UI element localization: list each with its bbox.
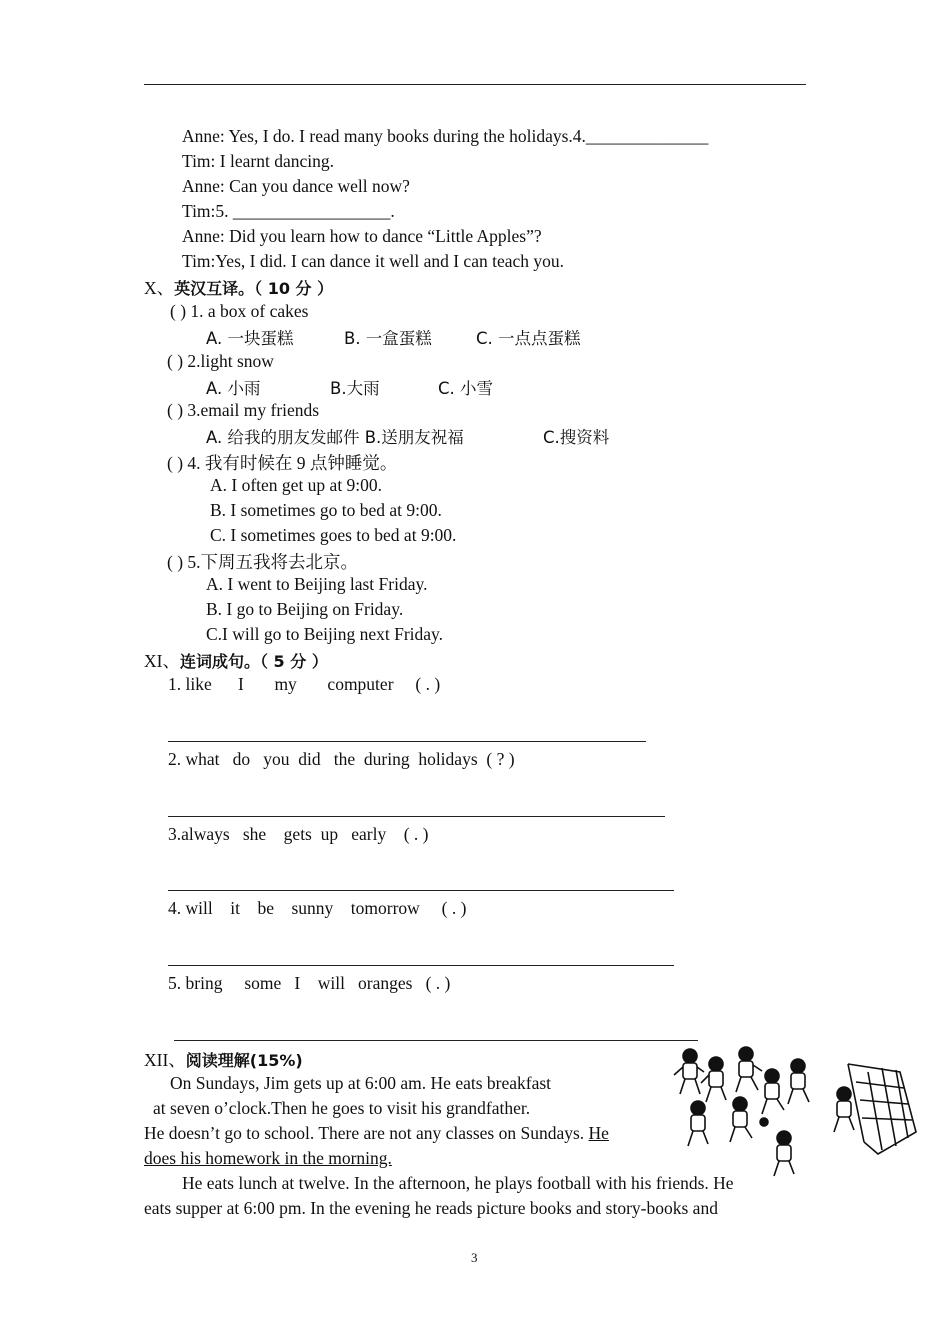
reading-text: eats supper at 6:00 pm. In the evening he reads picture books and story-books and [144, 1198, 718, 1218]
underlined-sentence: He [588, 1123, 609, 1143]
reading-text: On Sundays, Jim gets up at 6:00 am. He eats breakfast [170, 1073, 552, 1093]
question-stem-text: ( ) 4. 我有时候在 9 点钟睡觉。 [167, 453, 398, 473]
dialogue-line: Tim:Yes, I did. I can dance it well and I can teach you. [182, 251, 565, 271]
question-stem: ( ) 1. a box of cakes [170, 301, 309, 321]
section-12-heading [144, 1047, 303, 1072]
option-c: C. 小雪 [438, 379, 494, 398]
reading-text: at seven o’clock.Then he goes to visit his grandfather. [153, 1098, 531, 1118]
word-order-item: 4. will it be sunny tomorrow ( . ) [168, 898, 467, 918]
heading-text: 阅读理解(15%) [185, 1051, 303, 1070]
player-figure [774, 1131, 794, 1176]
page-number: 3 [471, 1250, 478, 1265]
option-a: A. 一块蛋糕 [206, 329, 294, 348]
question-stem-text: ( ) 5.下周五我将去北京。 [167, 552, 359, 572]
section-11-heading [144, 648, 328, 673]
word-order-item: 3.always she gets up early ( . ) [168, 824, 429, 844]
answer-line[interactable] [168, 965, 674, 966]
option-b: B. I sometimes go to bed at 9:00. [210, 500, 442, 520]
option-c: C.I will go to Beijing next Friday. [206, 624, 444, 644]
heading-text: 英汉互译。（ 10 分 ） [174, 279, 334, 298]
option-b: B. I go to Beijing on Friday. [206, 599, 404, 619]
heading-number: X、 [144, 278, 175, 298]
option-a: A. I went to Beijing last Friday. [206, 574, 428, 594]
option-a-b: A. 给我的朋友发邮件 B.送朋友祝福 [206, 428, 464, 447]
question-stem [167, 450, 397, 475]
player-figure [674, 1049, 704, 1094]
goalkeeper-figure [834, 1087, 854, 1132]
heading-number: XII、 [144, 1050, 186, 1070]
option-c: C. I sometimes goes to bed at 9:00. [210, 525, 457, 545]
question-stem: ( ) 3.email my friends [167, 400, 320, 420]
player-figure [701, 1057, 726, 1102]
dialogue-line: Anne: Yes, I do. I read many books during the holidays.4.______________ [182, 126, 709, 146]
underlined-sentence: does his homework in the morning. [144, 1148, 392, 1168]
dialogue-line: Anne: Can you dance well now? [182, 176, 410, 196]
reading-text [144, 1123, 609, 1144]
top-rule [144, 84, 806, 85]
football-players-illustration [668, 1042, 920, 1182]
answer-line[interactable] [168, 741, 646, 742]
player-figure [688, 1101, 708, 1146]
answer-line[interactable] [168, 816, 665, 817]
option-c: C.搜资料 [543, 428, 610, 447]
option-c: C. 一点点蛋糕 [476, 329, 581, 348]
football-icon [760, 1118, 768, 1126]
heading-number: XI、 [144, 651, 180, 671]
word-order-item: 1. like I my computer ( . ) [168, 674, 441, 694]
player-figure [762, 1069, 784, 1114]
option-a: A. 小雨 [206, 379, 261, 398]
answer-line[interactable] [168, 890, 674, 891]
option-b: B. 一盒蛋糕 [344, 329, 432, 348]
goal-net-icon [848, 1064, 916, 1154]
question-stem: ( ) 2.light snow [167, 351, 274, 371]
reading-text: He eats lunch at twelve. In the afternoon, he plays football with his friends. He [182, 1173, 734, 1193]
dialogue-line: Tim: I learnt dancing. [182, 151, 334, 171]
player-figure [788, 1059, 809, 1104]
option-b: B.大雨 [330, 379, 380, 398]
question-stem [167, 549, 358, 574]
option-a: A. I often get up at 9:00. [210, 475, 383, 495]
word-order-item: 5. bring some I will oranges ( . ) [168, 973, 451, 993]
player-figure [730, 1097, 752, 1142]
dialogue-line: Tim:5. __________________. [182, 201, 395, 221]
word-order-item: 2. what do you did the during holidays ( ? ) [168, 749, 515, 769]
answer-line[interactable] [174, 1040, 698, 1041]
dialogue-line: Anne: Did you learn how to dance “Little Apples”? [182, 226, 542, 246]
section-10-heading [144, 275, 333, 300]
heading-text: 连词成句。（ 5 分 ） [179, 652, 328, 671]
reading-text-plain: He doesn’t go to school. There are not any classes on Sundays. [144, 1123, 589, 1143]
player-figure [736, 1047, 762, 1092]
